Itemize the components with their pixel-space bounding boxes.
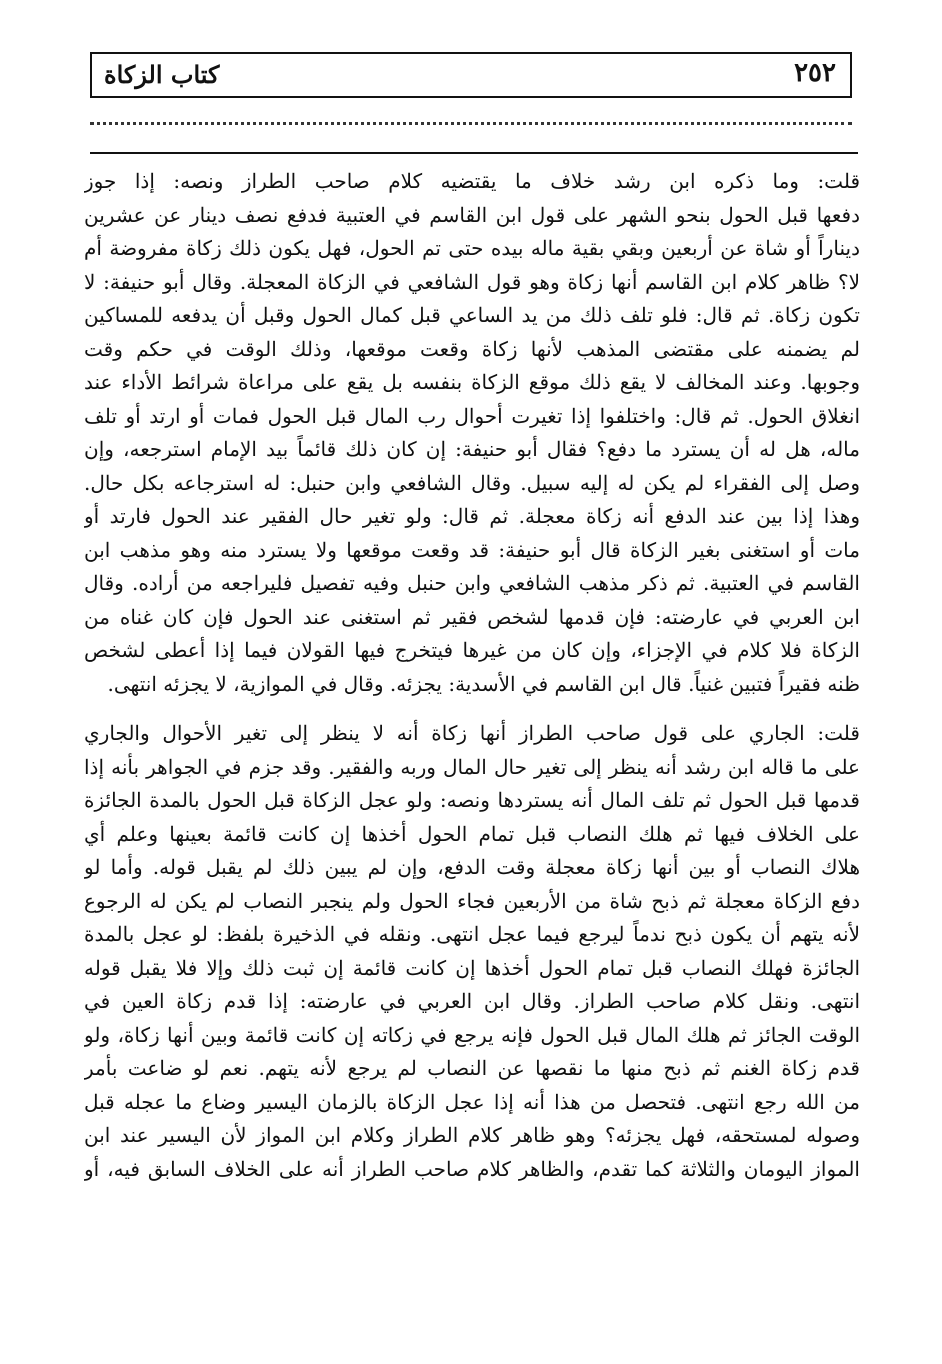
text-line: انغلاق الحول. ثم قال: واختلفوا إذا تغيرت أحوال رب المال قبل الحول فمات أو ارتد أو تلف [84, 403, 860, 428]
chapter-title: كتاب الزكاة [104, 60, 220, 89]
text-line: تكون زكاة. ثم قال: فلو تلف ذلك من يد الساعي قبل كمال الحول وقبل أن يدفعه للمساكين [84, 303, 860, 327]
text-line: قلت: الجاري على قول صاحب الطراز أنها زكاة أنه لا ينظر إلى تغير الأحوال والجاري [84, 721, 860, 745]
text-line: قلت: وما ذكره ابن رشد خلاف ما يقتضيه كلام صاحب الطراز ونصه: إذا جوز [84, 169, 860, 193]
text-line: مات أو استغنى بغير الزكاة قال أبو حنيفة: قد وقعت موقعها ولا يسترد منه وهو مذهب ابن [84, 537, 860, 562]
text-line: لا؟ ظاهر كلام ابن القاسم أنها زكاة وهو قول الشافعي في الزكاة المعجلة. وقال أبو حنيفة: لا [84, 269, 860, 294]
text-line: لم يضمنه على مقتضى المذهب لأنها زكاة وقعت موقعها، وذلك الوقت في حكم وقت [84, 336, 860, 361]
page-number: ٢٥٢ [794, 58, 836, 88]
text-line: قدم زكاة الغنم ثم ذبح منها ما نقصها عن النصاب لم يرجع لأنه يتهم. نعم لو ضاعت بأمر [84, 1056, 860, 1080]
paragraph [84, 165, 860, 701]
text-line: دفعها قبل الحول بنحو الشهر على قول ابن القاسم في العتبية فدفع نصف دينار عن عشرين [84, 202, 860, 227]
text-line: هلاك النصاب أو بين أنها زكاة معجلة وقت الدفع، وإن لم يبين ذلك لم يقبل قوله. وأما لو [84, 855, 860, 879]
text-line: لأنه يتهم أن يكون ذبح ندماً ليرجع فيما عجل انتهى. ونقله في الذخيرة بلفظ: لو عجل بالمدة [84, 922, 860, 946]
text-line: ابن العربي في عارضته: فإن قدمها لشخص فقير ثم استغنى عند الحول فإن كان غناه من [84, 604, 860, 629]
text-line: انتهى. ونقل كلام صاحب الطراز. وقال ابن العربي في عارضته: إذا قدم زكاة العين في [84, 989, 860, 1013]
paragraph [84, 717, 860, 1186]
text-line: وصوله لمستحقه، فهل يجزئه؟ وهو ظاهر كلام الطراز وكلام ابن المواز لأن اليسير عند ابن [84, 1123, 860, 1147]
text-line: الوقت الجائز ثم هلك المال قبل الحول فإنه يرجع في زكاته إن كانت قائمة وبين أنها زكاة، ولو [84, 1022, 860, 1047]
text-line: ديناراً أو شاة عن أربعين وبقي بقية ماله بيده حتى تم الحول، فهل يكون ذلك زكاة مفروضة أم [84, 236, 860, 260]
solid-divider [90, 152, 858, 154]
text-line: على الخلاف فيها ثم هلك النصاب قبل تمام الحول أخذها إن كانت قائمة بعينها وعلم أي [84, 821, 860, 846]
text-line: دفع الزكاة معجلة ثم ذبح شاة من الأربعين فجاء الحول ولم ينجبر النصاب لم يكن له الرجوع [84, 888, 860, 913]
page-header [90, 52, 852, 98]
text-line: من الله رجع انتهى. فتحصل من هذا أنه إذا عجل الزكاة بالزمان اليسير وضاع ما عجله قبل [84, 1089, 860, 1114]
text-line: قدمها قبل الحول ثم تلف المال أنه يستردها ونصه: ولو عجل الزكاة قبل الحول بالمدة الجائزة [84, 788, 860, 812]
text-line: وصل إلى الفقراء لم يكن له إليه سبيل. وقال الشافعي وابن حنبل: له استرجاعه بكل حال. [84, 470, 860, 495]
text-line: وجوبها. وعند المخالف لا يقع ذلك موقع الزكاة بنفسه بل يقع على مراعاة شرائط الأداء عند [84, 370, 860, 394]
text-line: المواز اليومان والثلاثة كما تقدم، والظاهر كلام صاحب الطراز أنه على الخلاف السابق فيه، أو [84, 1156, 860, 1181]
page-body [84, 165, 860, 1186]
text-line: القاسم في العتبية. ثم ذكر مذهب الشافعي وابن حنبل وفيه تفصيل فليراجعه من أراده. وقال [84, 571, 860, 595]
dotted-divider [90, 122, 852, 125]
text-line: الزكاة فلا كلام في الإجزاء، وإن كان من غيرها فيتخرج فيها القولان فيما إذا أعطى لشخص [84, 638, 860, 662]
text-line: ماله، هل له أن يسترد ما دفع؟ فقال أبو حنيفة: إن كان ذلك قائماً بيد الإمام استرجعه، وإن [84, 437, 860, 461]
text-line: ظنه فقيراً فتبين غنياً. قال ابن القاسم في الأسدية: يجزئه. وقال في الموازية، لا يجزئه انتهى. [107, 671, 860, 696]
text-line: على ما قاله ابن رشد أنه ينظر إلى تغير حال المال وربه والفقير. وقد جزم في الجواهر بأنه إذا [84, 754, 860, 779]
text-line: وهذا إذا بين عند الدفع أنه زكاة معجلة. ثم قال: ولو تغير حال الفقير عند الحول فارتد أو [84, 504, 860, 528]
text-line: الجائزة فهلك النصاب قبل تمام الحول أخذها إن كانت قائمة إن ثبت ذلك وإلا فلا يقبل قوله [84, 955, 860, 980]
